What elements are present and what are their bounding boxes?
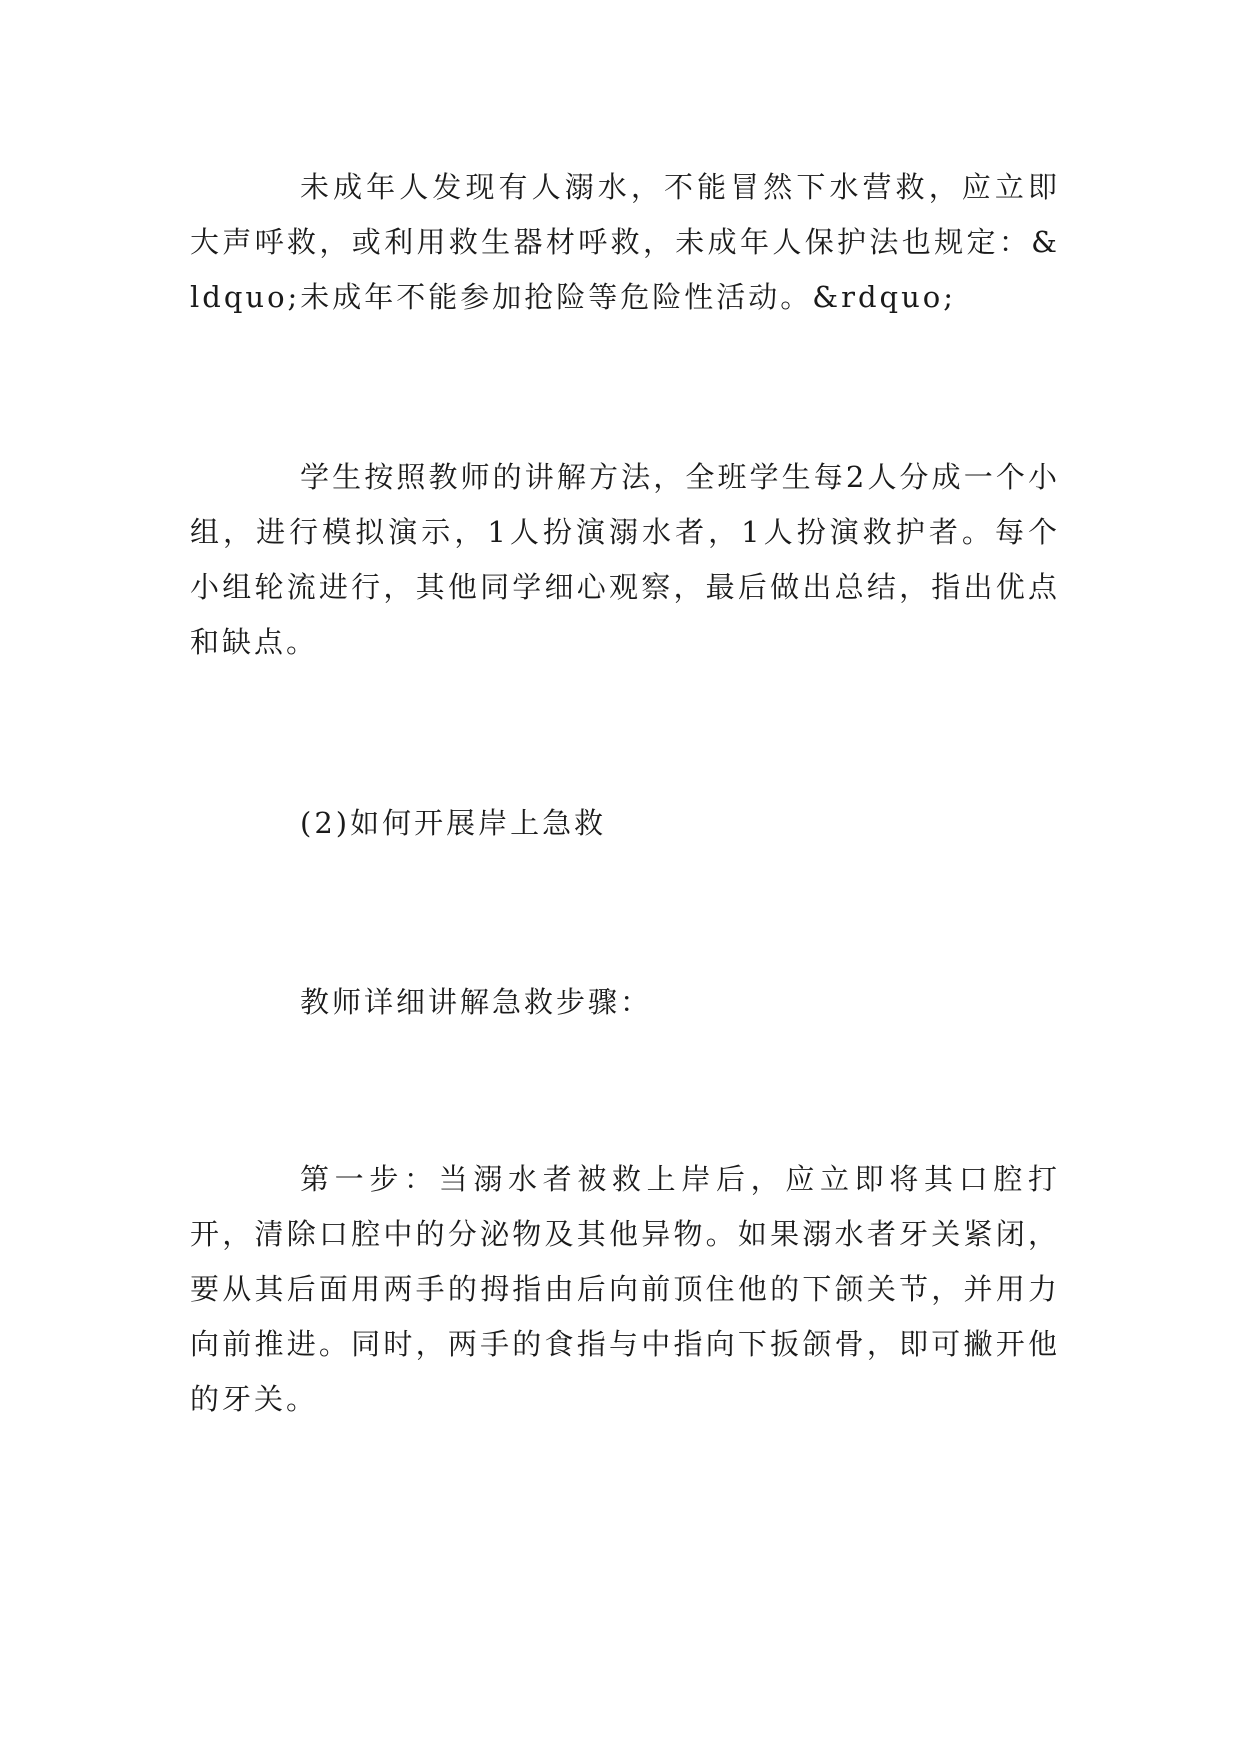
paragraph-teacher-explains-steps: 教师详细讲解急救步骤： [300, 985, 653, 1019]
paragraph-group-practice: 学生按照教师的讲解方法，全班学生每2人分成一个小组，进行模拟演示，1人扮演溺水者，1人扮演救护者。每个小组轮流进行，其他同学细心观察，最后做出总结，指出优点和缺点。 [190, 460, 1060, 659]
paragraph-rescue-warning: 未成年人发现有人溺水，不能冒然下水营救，应立即大声呼救，或利用救生器材呼救，未成年人保护法也规定：&ldquo;未成年不能参加抢险等危险性活动。&rdquo; [190, 170, 1060, 314]
section-heading-shore-first-aid: (2)如何开展岸上急救 [300, 806, 607, 840]
paragraph-step-one: 第一步：当溺水者被救上岸后，应立即将其口腔打开，清除口腔中的分泌物及其他异物。如果溺水者牙关紧闭，要从其后面用两手的拇指由后向前顶住他的下颌关节，并用力向前推进。同时，两手的食指与中指向下扳颌骨，即可撇开他的牙关。 [190, 1162, 1060, 1416]
